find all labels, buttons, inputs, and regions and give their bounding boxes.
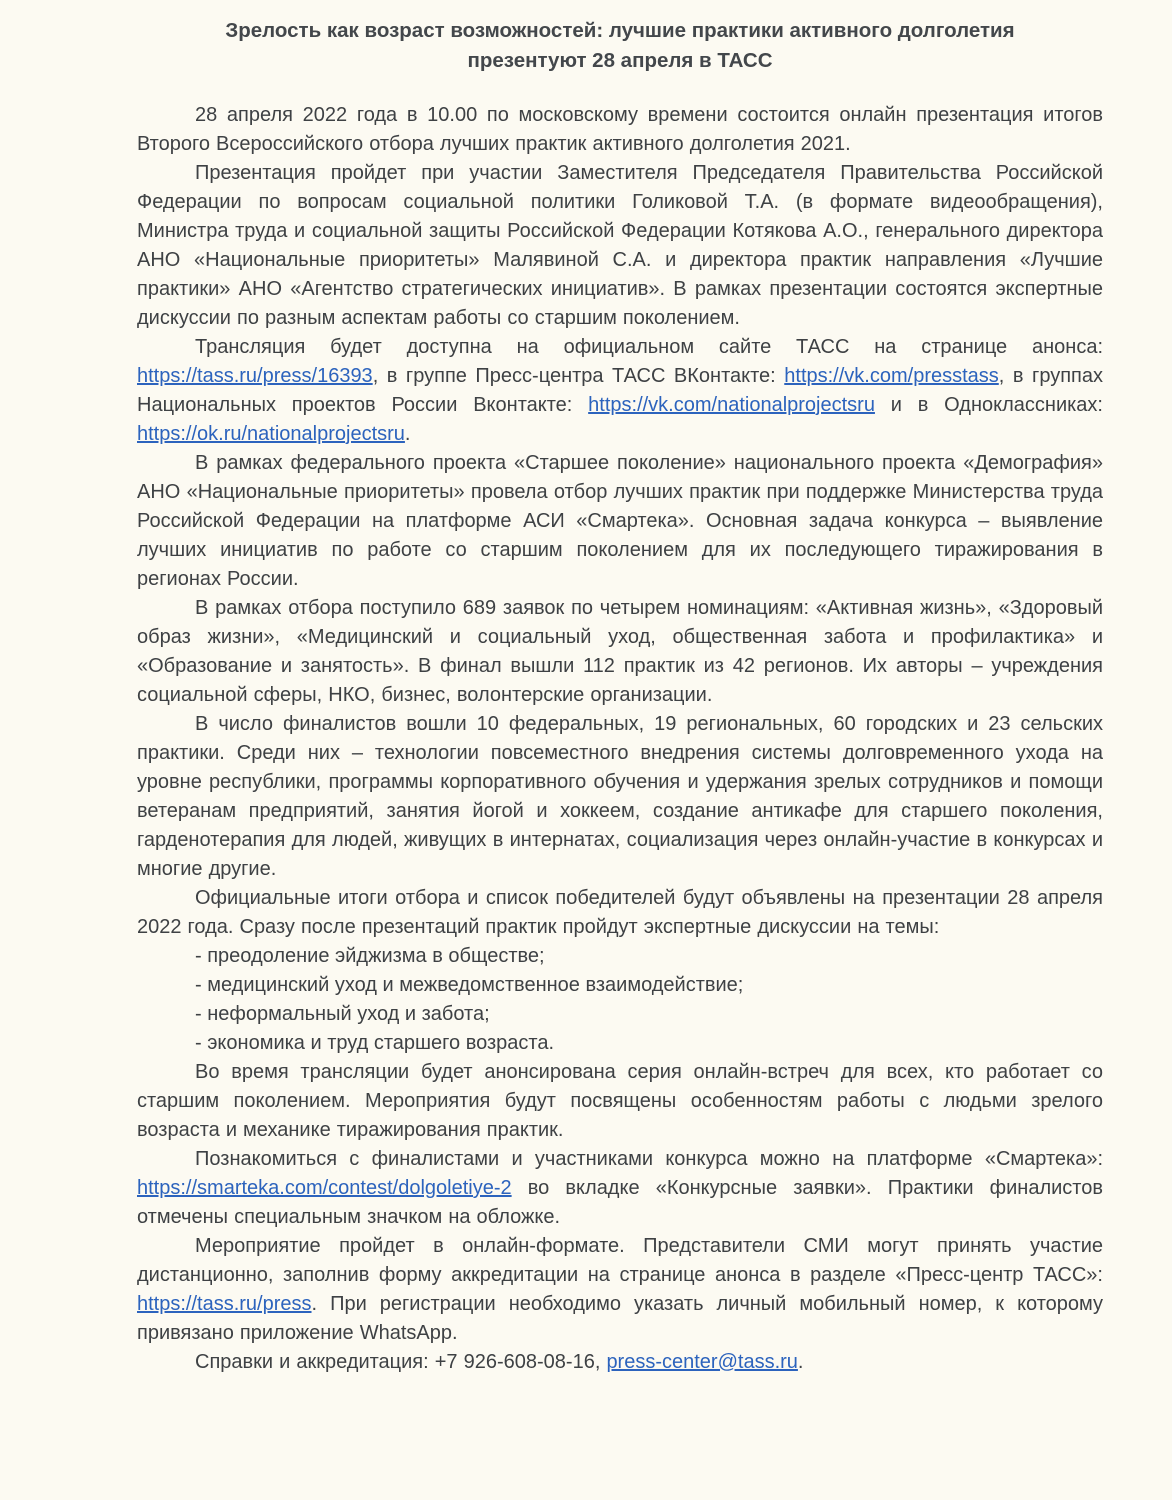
tass-press-link[interactable]: https://tass.ru/press (137, 1293, 312, 1315)
paragraph-event-announcement: 28 апреля 2022 года в 10.00 по московскому времени состоится онлайн презентация итогов Второго Всероссийского отбора лучших практик активного долголетия 2021. (137, 104, 1103, 155)
tass-announcement-link[interactable]: https://tass.ru/press/16393 (137, 365, 373, 387)
discussion-topic-3: - неформальный уход и забота; (195, 1003, 490, 1025)
paragraph-nominations: В рамках отбора поступило 689 заявок по четырем номинациям: «Активная жизнь», «Здоровый образ жизни», «Медицинский и социальный уход, общественная забота и профилактика» и «Образование и занятость». В финал вышли 112 практик из 42 регионов. Их авторы – учреждения социальной сферы, НКО, бизнес, волонтерские организации. (137, 597, 1103, 706)
paragraph-results-intro: Официальные итоги отбора и список победителей будут объявлены на презентации 28 апреля 2022 года. Сразу после презентаций практик пройдут экспертные дискуссии на темы: (137, 887, 1103, 938)
smarteka-contest-link[interactable]: https://smarteka.com/contest/dolgoletiye-2 (137, 1177, 512, 1199)
smarteka-text-1: Познакомиться с финалистами и участниками конкурса можно на платформе «Смартека»: (195, 1148, 1103, 1170)
discussion-topic-2: - медицинский уход и межведомственное взаимодействие; (195, 974, 744, 996)
broadcast-text-1: Трансляция будет доступна на официальном сайте ТАСС на странице анонса: (195, 336, 1103, 358)
paragraph-federal-project: В рамках федерального проекта «Старшее поколение» национального проекта «Демография» АНО «Национальные приоритеты» провела отбор лучших практик при поддержке Министерства труда Российской Федерации на платформе АСИ «Смартека». Основная задача конкурса – выявление лучших инициатив по работе со старшим поколением для их последующего тиражирования в регионах России. (137, 452, 1103, 590)
broadcast-text-5: . (404, 423, 411, 445)
paragraph-accreditation (137, 1232, 1103, 1348)
broadcast-text-2: , в группе Пресс-центра ТАСС ВКонтакте: (372, 365, 785, 387)
document-title (137, 16, 1103, 76)
paragraph-online-meetings: Во время трансляции будет анонсирована серия онлайн-встреч для всех, кто работает со старшим поколением. Мероприятия будут посвящены особенностям работы с людьми зрелого возраста и механике тиражирования практик. (137, 1061, 1103, 1141)
document-content (137, 16, 1103, 1377)
title-line-2: презентуют 28 апреля в ТАСС (467, 49, 773, 72)
discussion-topic-1: - преодоление эйджизма в обществе; (195, 945, 545, 967)
paragraph-contacts (137, 1348, 1103, 1377)
broadcast-text-3: , в группах Национальных проектов России Вконтакте: (137, 365, 1103, 416)
contacts-text-1: Справки и аккредитация: +7 926-608-08-16, (195, 1351, 607, 1373)
vk-nationalprojects-link[interactable]: https://vk.com/nationalprojectsru (588, 394, 875, 416)
contacts-text-2: . (797, 1351, 804, 1373)
accreditation-text-2: . При регистрации необходимо указать личный мобильный номер, к которому привязано приложение WhatsApp. (137, 1293, 1103, 1344)
paragraph-finalists: В число финалистов вошли 10 федеральных, 19 региональных, 60 городских и 23 сельских практики. Среди них – технологии повсеместного внедрения системы долговременного ухода на уровне республики, программы корпоративного обучения и удержания зрелых сотрудников и помощи ветеранам предприятий, занятия йогой и хоккеем, создание антикафе для старшего поколения, гарденотерапия для людей, живущих в интернатах, социализация через онлайн-участие в конкурсах и многие другие. (137, 713, 1103, 880)
accreditation-text-1: Мероприятие пройдет в онлайн-формате. Представители СМИ могут принять участие дистанционно, заполнив форму аккредитации на странице анонса в разделе «Пресс-центр ТАСС»: (137, 1235, 1103, 1286)
paragraph-participants: Презентация пройдет при участии Заместителя Председателя Правительства Российской Федерации по вопросам социальной политики Голиковой Т.А. (в формате видеообращения), Министра труда и социальной защиты Российской Федерации Котякова А.О., генерального директора АНО «Национальные приоритеты» Малявиной С.А. и директора практик направления «Лучшие практики» АНО «Агентство стратегических инициатив». В рамках презентации состоятся экспертные дискуссии по разным аспектам работы со старшим поколением. (137, 162, 1103, 329)
paragraph-broadcast-links (137, 333, 1103, 449)
discussion-topic-4: - экономика и труд старшего возраста. (195, 1032, 555, 1054)
ok-nationalprojects-link[interactable]: https://ok.ru/nationalprojectsru (137, 423, 405, 445)
press-center-email-link[interactable]: press-center@tass.ru (606, 1351, 798, 1373)
vk-presstass-link[interactable]: https://vk.com/presstass (784, 365, 999, 387)
paragraph-smarteka (137, 1145, 1103, 1232)
title-line-1: Зрелость как возраст возможностей: лучшие практики активного долголетия (225, 19, 1015, 42)
smarteka-text-2: во вкладке «Конкурсные заявки». Практики финалистов отмечены специальным значком на обложке. (137, 1177, 1103, 1228)
broadcast-text-4: и в Одноклассниках: (874, 394, 1103, 416)
